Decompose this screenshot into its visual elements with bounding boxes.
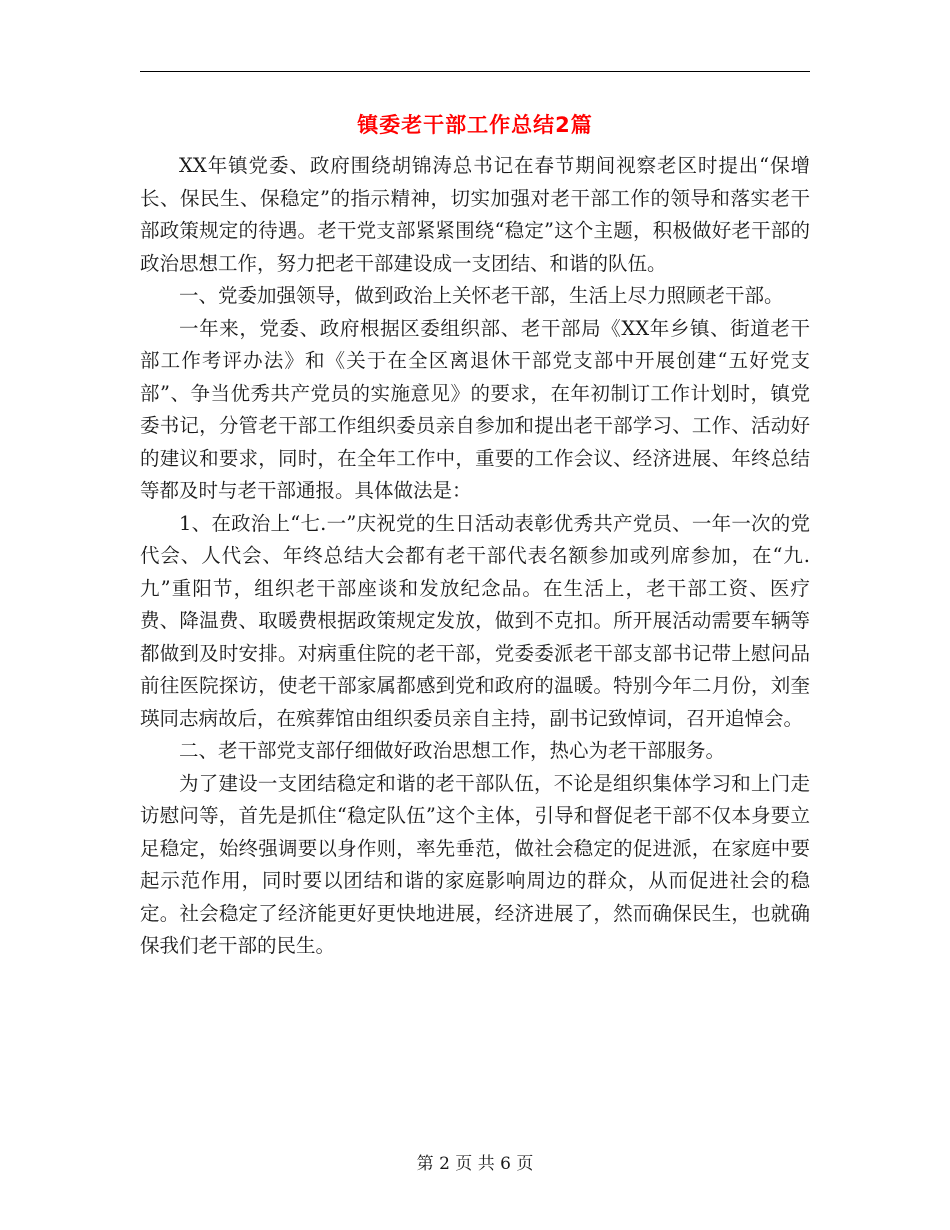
paragraph-intro: XX年镇党委、政府围绕胡锦涛总书记在春节期间视察老区时提出“保增长、保民生、保稳定”的指示精神，切实加强对老干部工作的领导和落实老干部政策规定的待遇。老干党支部紧紧围绕“稳定”这个主题，积极做好老干部的政治思想工作，努力把老干部建设成一支团结、和谐的队伍。 — [140, 154, 810, 275]
section-heading-1: 一、党委加强领导，做到政治上关怀老干部，生活上尽力照顾老干部。 — [179, 284, 784, 307]
document-body — [140, 150, 810, 963]
header-rule — [140, 71, 810, 72]
paragraph-item-1: 1、在政治上“七.一”庆祝党的生日活动表彰优秀共产党员、一年一次的党代会、人代会、年终总结大会都有老干部代表名额参加或列席参加，在“九.九”重阳节，组织老干部座谈和发放纪念品。在生活上，老干部工资、医疗费、降温费、取暖费根据政策规定发放，做到不克扣。所开展活动需要车辆等都做到及时安排。对病重住院的老干部，党委委派老干部支部书记带上慰问品前往医院探访，使老干部家属都感到党和政府的温暖。特别今年二月份，刘奎瑛同志病故后，在殡葬馆由组织委员亲自主持，副书记致悼词，召开追悼会。 — [140, 511, 810, 730]
section-heading-2: 二、老干部党支部仔细做好政治思想工作，热心为老干部服务。 — [179, 739, 726, 762]
document-title: 镇委老干部工作总结2篇 — [357, 113, 593, 137]
paragraph-section-2: 为了建设一支团结稳定和谐的老干部队伍，不论是组织集体学习和上门走访慰问等，首先是抓住“稳定队伍”这个主体，引导和督促老干部不仅本身要立足稳定，始终强调要以身作则，率先垂范，做社会稳定的促进派，在家庭中要起示范作用，同时要以团结和谐的家庭影响周边的群众，从而促进社会的稳定。社会稳定了经济能更好更快地进展，经济进展了，然而确保民生，也就确保我们老干部的民生。 — [140, 771, 810, 957]
page-number-footer: 第 2 页 共 6 页 — [416, 1154, 534, 1174]
paragraph-section-1: 一年来，党委、政府根据区委组织部、老干部局《XX年乡镇、街道老干部工作考评办法》和《关于在全区离退休干部党支部中开展创建“五好党支部”、争当优秀共产党员的实施意见》的要求，在年初制订工作计划时，镇党委书记，分管老干部工作组织委员亲自参加和提出老干部学习、工作、活动好的建议和要求，同时，在全年工作中，重要的工作会议、经济进展、年终总结等都及时与老干部通报。具体做法是： — [140, 316, 810, 502]
